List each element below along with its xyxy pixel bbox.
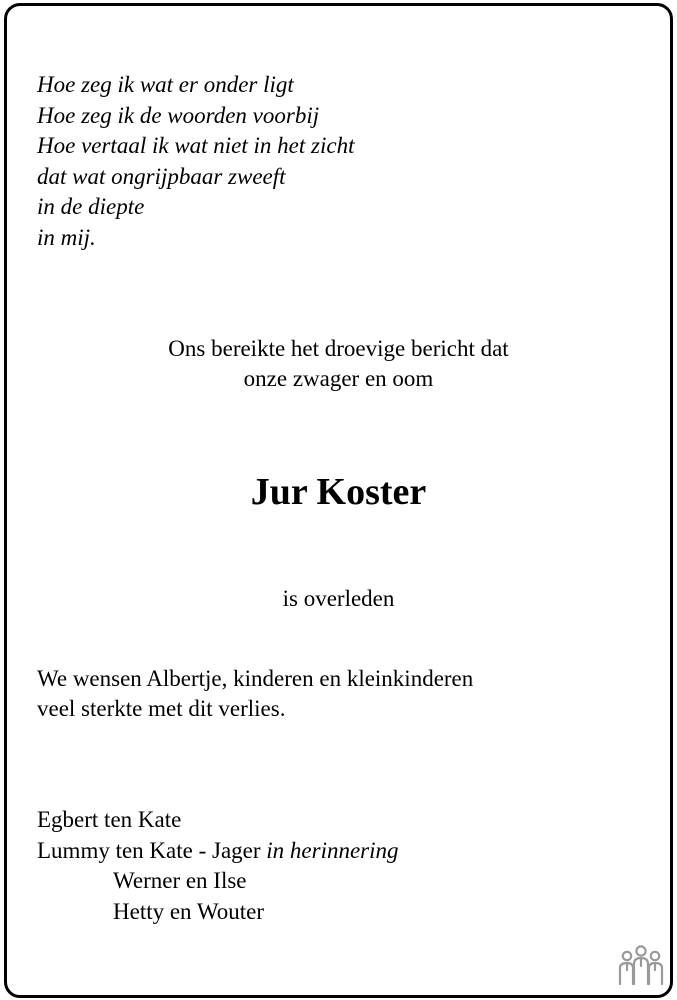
signers — [37, 805, 399, 927]
signer-line — [37, 836, 399, 867]
poem-line: dat wat ongrijpbaar zweeft — [37, 163, 286, 189]
condolence-line: veel sterkte met dit verlies. — [37, 696, 286, 721]
poem — [37, 70, 354, 254]
intro-text — [0, 334, 677, 394]
signer-remembrance-note: in herinnering — [266, 837, 399, 863]
signer-line: Egbert ten Kate — [37, 807, 182, 832]
poem-line: in de diepte — [37, 194, 145, 220]
intro-line: Ons bereikte het droevige bericht dat — [168, 336, 509, 361]
poem-line: in mij. — [37, 224, 96, 250]
condolence-message — [37, 664, 473, 724]
poem-line: Hoe vertaal ik wat niet in het zicht — [37, 133, 355, 159]
family-people-icon — [617, 944, 665, 988]
signer-line: Hetty en Wouter — [113, 898, 265, 924]
signer-name: Lummy ten Kate - Jager — [37, 837, 261, 863]
intro-line: onze zwager en oom — [243, 366, 434, 391]
deceased-statement: is overleden — [282, 586, 395, 611]
deceased-name: Jur Koster — [250, 471, 427, 513]
poem-line: Hoe zeg ik wat er onder ligt — [37, 72, 294, 97]
poem-line: Hoe zeg ik de woorden voorbij — [37, 102, 320, 128]
signer-line: Werner en Ilse — [113, 868, 247, 893]
condolence-line: We wensen Albertje, kinderen en kleinkinderen — [37, 666, 474, 691]
